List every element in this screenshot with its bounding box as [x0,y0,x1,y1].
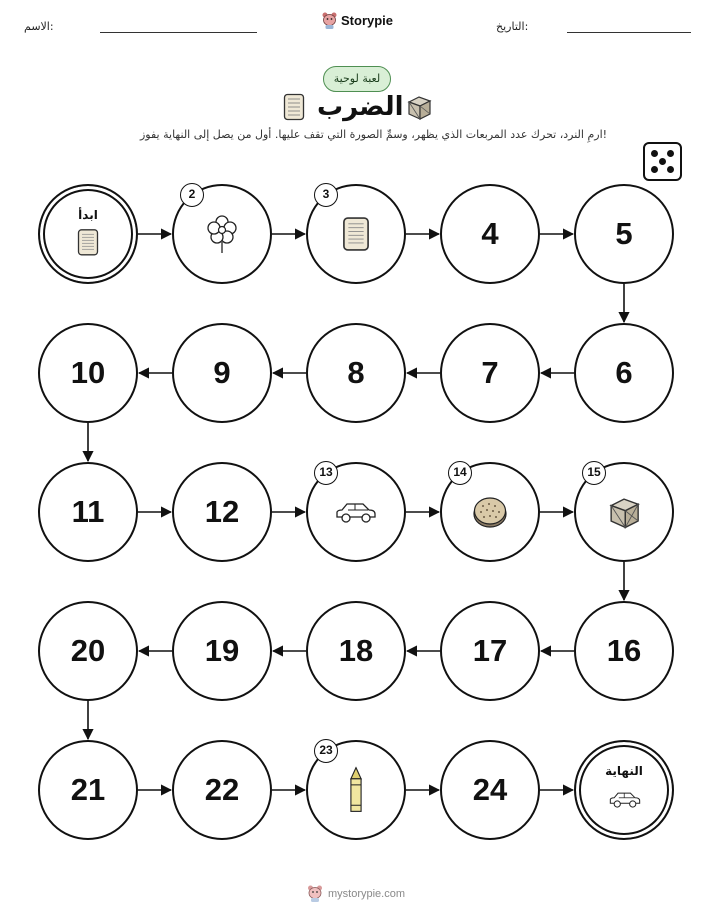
game-type-badge: لعبة لوحية [323,66,391,92]
start-space[interactable] [38,184,138,284]
board-space-18[interactable] [306,601,406,701]
board-space-13[interactable] [306,462,406,562]
space-number: 6 [615,355,633,390]
date-label: التاريخ: [496,20,529,33]
crayon-icon [349,767,363,818]
space-number-badge: 3 [314,183,338,207]
board-space-20[interactable] [38,601,138,701]
board-space-10[interactable] [38,323,138,423]
space-number: 18 [338,633,374,668]
car-icon [334,500,378,528]
board-space-5[interactable] [574,184,674,284]
instructions-text: ارمِ النرد، تحرك عدد المربعات الذي يظهر، وسمِّ الصورة التي تقف عليها. أول من يصل إلى النهاية يفوز! [140,128,608,141]
board-space-8[interactable] [306,323,406,423]
board-space-19[interactable] [172,601,272,701]
board-space-12[interactable] [172,462,272,562]
space-number-badge: 13 [314,461,338,485]
space-number-badge: 15 [582,461,606,485]
bear-mascot-icon [307,885,323,902]
footer [307,885,405,902]
board-space-15[interactable] [574,462,674,562]
board-space-17[interactable] [440,601,540,701]
crate-icon [606,494,642,534]
board-space-7[interactable] [440,323,540,423]
matzah-icon [77,228,99,261]
space-number: 20 [70,633,106,668]
flower-icon [206,214,238,258]
space-number: 11 [71,494,105,529]
space-number: 24 [472,772,508,807]
space-number: 7 [481,355,499,390]
board-space-3[interactable] [306,184,406,284]
space-number: 10 [70,355,106,390]
space-number-badge: 14 [448,461,472,485]
space-number: 8 [347,355,365,390]
board-space-2[interactable] [172,184,272,284]
finish-space[interactable] [574,740,674,840]
cookie-icon [472,494,508,534]
car-icon [608,790,642,813]
space-number: 5 [615,216,633,251]
space-number: 19 [204,633,240,668]
matzah-icon [342,216,370,256]
board-space-9[interactable] [172,323,272,423]
page-title: الضرب [317,92,404,122]
board-space-16[interactable] [574,601,674,701]
name-label: الاسم: [24,20,54,33]
board-space-21[interactable] [38,740,138,840]
board-space-4[interactable] [440,184,540,284]
space-number-badge: 2 [180,183,204,207]
space-number: 22 [204,772,240,807]
start-label: ابدأ [78,208,98,222]
board-space-14[interactable] [440,462,540,562]
board-space-24[interactable] [440,740,540,840]
space-number: 17 [472,633,508,668]
board-space-23[interactable] [306,740,406,840]
board-space-11[interactable] [38,462,138,562]
space-number: 16 [606,633,642,668]
space-number: 9 [213,355,231,390]
space-number: 4 [481,216,499,251]
finish-label: النهاية [605,764,643,778]
board-space-6[interactable] [574,323,674,423]
brand-name: Storypie [341,13,394,28]
board-space-22[interactable] [172,740,272,840]
space-number-badge: 23 [314,739,338,763]
footer-url[interactable]: mystorypie.com [328,887,406,900]
space-number: 12 [204,494,240,529]
space-number: 21 [70,772,106,807]
